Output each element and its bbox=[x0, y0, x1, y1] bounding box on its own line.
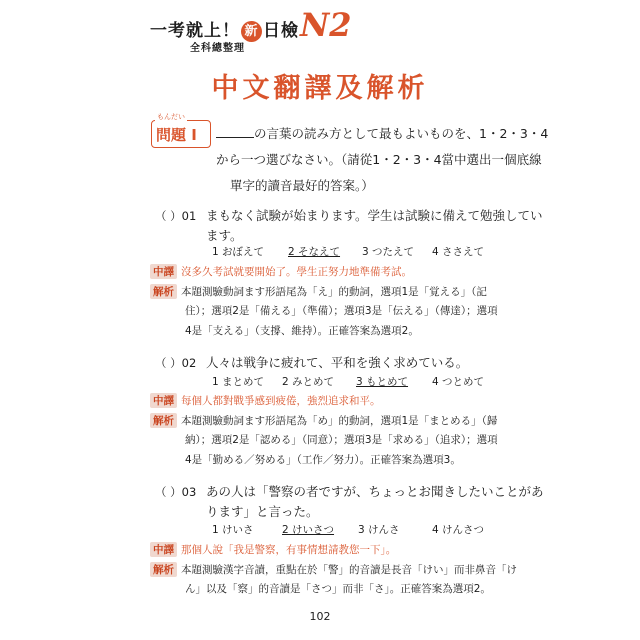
option-2-correct: 2 けいさつ bbox=[282, 524, 335, 536]
option-4: 4 けんさつ bbox=[432, 524, 485, 536]
analysis-tag: 解析 bbox=[150, 284, 177, 299]
translation-tag: 中譯 bbox=[150, 264, 177, 279]
logo-exam-text: 日檢 bbox=[263, 21, 299, 41]
logo-subtitle: 全科總整理 bbox=[190, 43, 245, 54]
analysis-line: 4是「支える」（支撐、維持）。正確答案為選項2。 bbox=[185, 325, 419, 337]
analysis-line: 納）；選項2是「認める」（同意）；選項3是「求める」（追求）；選項 bbox=[185, 434, 498, 446]
question-sentence-cont: ます。 bbox=[206, 228, 243, 243]
translation-row bbox=[150, 263, 412, 279]
logo-new-badge: 新 bbox=[241, 21, 262, 42]
translation-row bbox=[150, 392, 380, 408]
analysis-row bbox=[150, 412, 497, 428]
analysis-tag: 解析 bbox=[150, 413, 177, 428]
analysis-line: 4是「勤める／努める」（工作／努力）。正確答案為選項3。 bbox=[185, 454, 461, 466]
option-1: 1 まとめて bbox=[212, 376, 265, 388]
book-logo bbox=[150, 16, 299, 42]
option-1: 1 けいさ bbox=[212, 524, 254, 536]
option-2-correct: 2 そなえて bbox=[288, 246, 341, 258]
translation-row bbox=[150, 541, 396, 557]
question-number: （ ）01 bbox=[155, 209, 197, 223]
instruction-line-2: から一つ選びなさい。（請從1・2・3・4當中選出一個底線 bbox=[216, 152, 542, 167]
analysis-line: 本題測驗動詞ます形語尾為「え」的動詞，選項1是「覚える」（記 bbox=[180, 286, 487, 298]
page-number: 102 bbox=[309, 610, 331, 623]
option-4: 4 つとめて bbox=[432, 376, 485, 388]
page-title: 中文翻譯及解析 bbox=[211, 73, 429, 104]
analysis-line: 本題測驗動詞ます形語尾為「め」的動詞，選項1是「まとめる」（歸 bbox=[180, 415, 498, 427]
question-sentence: まもなく試験が始まります。学生は試験に備えて勉強してい bbox=[206, 208, 543, 223]
mondai-ruby: もんだい bbox=[157, 113, 185, 121]
question-sentence-cont: ります」と言った。 bbox=[206, 504, 319, 519]
option-4: 4 ささえて bbox=[432, 246, 485, 258]
option-3: 3 つたえて bbox=[362, 246, 415, 258]
underline-blank bbox=[216, 125, 254, 138]
translation-text: 那個人說「我是警察，有事情想請教您一下」。 bbox=[180, 544, 397, 556]
mondai-label: 問題 I bbox=[156, 126, 197, 144]
logo-main-text: 一考就上！ bbox=[150, 21, 240, 41]
option-3-correct: 3 もとめて bbox=[356, 376, 409, 388]
translation-text: 沒多久考試就要開始了。學生正努力地準備考試。 bbox=[180, 266, 412, 278]
translation-text: 每個人都對戰爭感到疲倦，強烈追求和平。 bbox=[180, 395, 381, 407]
logo-level: N2 bbox=[300, 6, 352, 44]
analysis-line: 住）；選項2是「備える」（準備）；選項3是「伝える」（傳達）；選項 bbox=[185, 305, 498, 317]
translation-tag: 中譯 bbox=[150, 542, 177, 557]
translation-tag: 中譯 bbox=[150, 393, 177, 408]
instruction-line-3: 單字的讀音最好的答案。） bbox=[230, 178, 374, 193]
analysis-line: ん」以及「察」的音讀是「さつ」而非「さ」。正確答案為選項2。 bbox=[185, 583, 491, 595]
analysis-row bbox=[150, 561, 517, 577]
analysis-tag: 解析 bbox=[150, 562, 177, 577]
analysis-line: 本題測驗漢字音讀，重點在於「警」的音讀是長音「けい」而非鼻音「け bbox=[180, 564, 517, 576]
instruction-line-1: の言葉の読み方として最もよいものを、1・2・3・4 bbox=[216, 124, 548, 142]
question-sentence: 人々は戦争に疲れて、平和を強く求めている。 bbox=[206, 355, 469, 370]
analysis-row bbox=[150, 283, 487, 299]
option-1: 1 おぼえて bbox=[212, 246, 265, 258]
question-number: （ ）02 bbox=[155, 356, 197, 370]
option-2: 2 みとめて bbox=[282, 376, 335, 388]
question-number: （ ）03 bbox=[155, 485, 197, 499]
mondai-label-box bbox=[151, 113, 211, 148]
question-sentence: あの人は「警察の者ですが、ちょっとお聞きしたいことがあ bbox=[206, 484, 544, 499]
option-3: 3 けんさ bbox=[358, 524, 400, 536]
